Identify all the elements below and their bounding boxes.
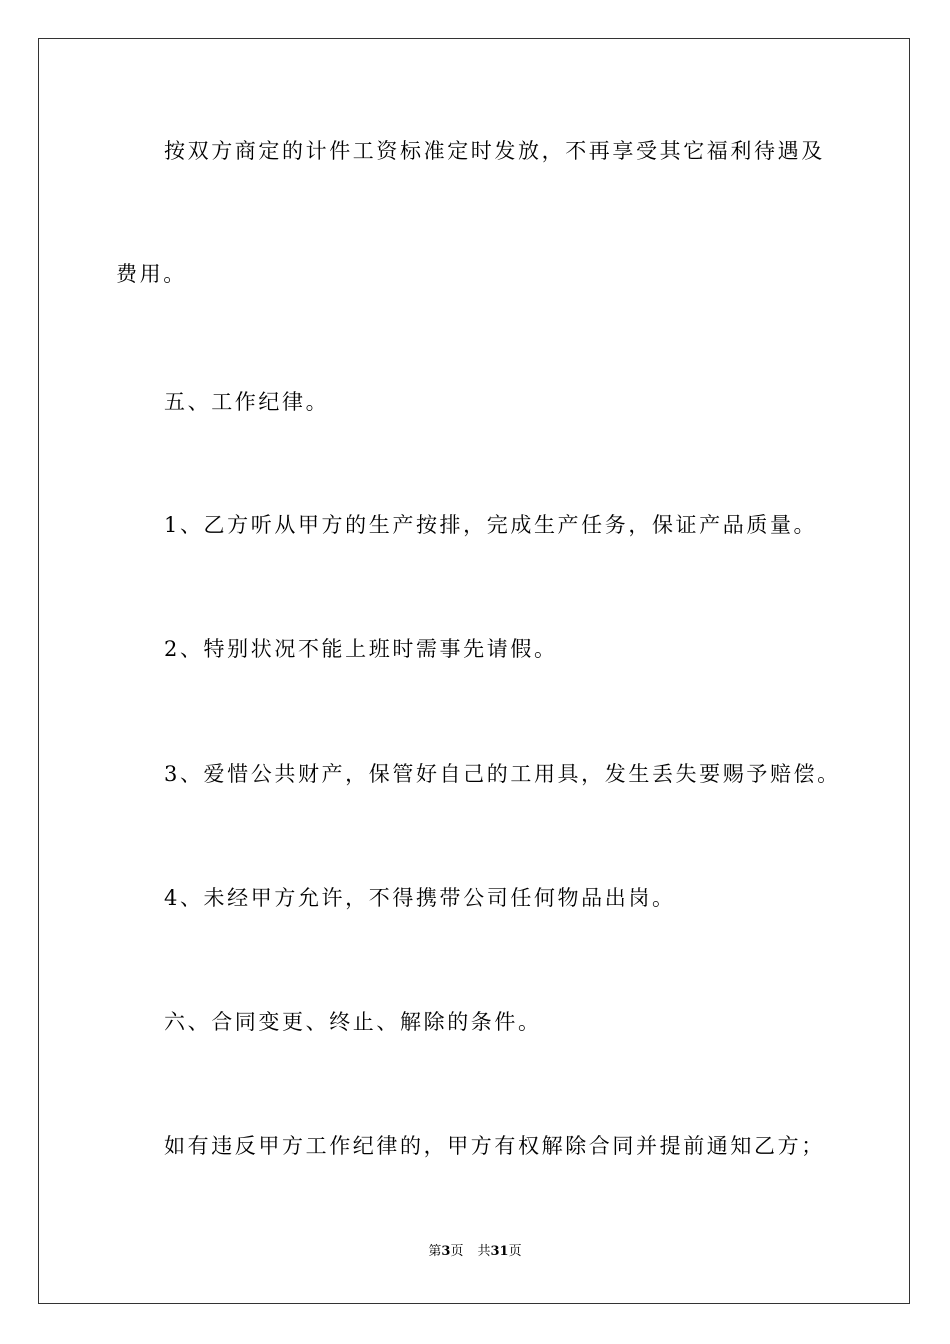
- paragraph-wage-payment-continued: 费用。: [116, 262, 187, 286]
- page-footer: [0, 1243, 950, 1261]
- page-border: [38, 38, 910, 1304]
- footer-total-prefix: 共: [477, 1244, 491, 1259]
- clause-2-leave: 2、特别状况不能上班时需事先请假。: [164, 637, 558, 661]
- paragraph-wage-payment: 按双方商定的计件工资标准定时发放，不再享受其它福利待遇及: [164, 139, 825, 163]
- paragraph-termination-terms: 如有违反甲方工作纪律的，甲方有权解除合同并提前通知乙方；: [164, 1134, 825, 1158]
- clause-3-property: 3、爱惜公共财产，保管好自己的工用具，发生丢失要赐予赔偿。: [164, 762, 841, 786]
- clause-4-items: 4、未经甲方允许，不得携带公司任何物品出岗。: [164, 886, 676, 910]
- clause-1-production: 1、乙方听从甲方的生产按排，完成生产任务，保证产品质量。: [164, 513, 818, 537]
- footer-total-suffix: 页: [508, 1244, 522, 1259]
- section-heading-work-discipline: 五、工作纪律。: [164, 390, 330, 414]
- section-heading-contract-termination: 六、合同变更、终止、解除的条件。: [164, 1010, 542, 1034]
- footer-page-number: 3: [441, 1244, 451, 1259]
- footer-page-suffix: 页: [450, 1244, 464, 1259]
- footer-page-prefix: 第: [428, 1244, 442, 1259]
- footer-total-pages: 31: [490, 1244, 509, 1259]
